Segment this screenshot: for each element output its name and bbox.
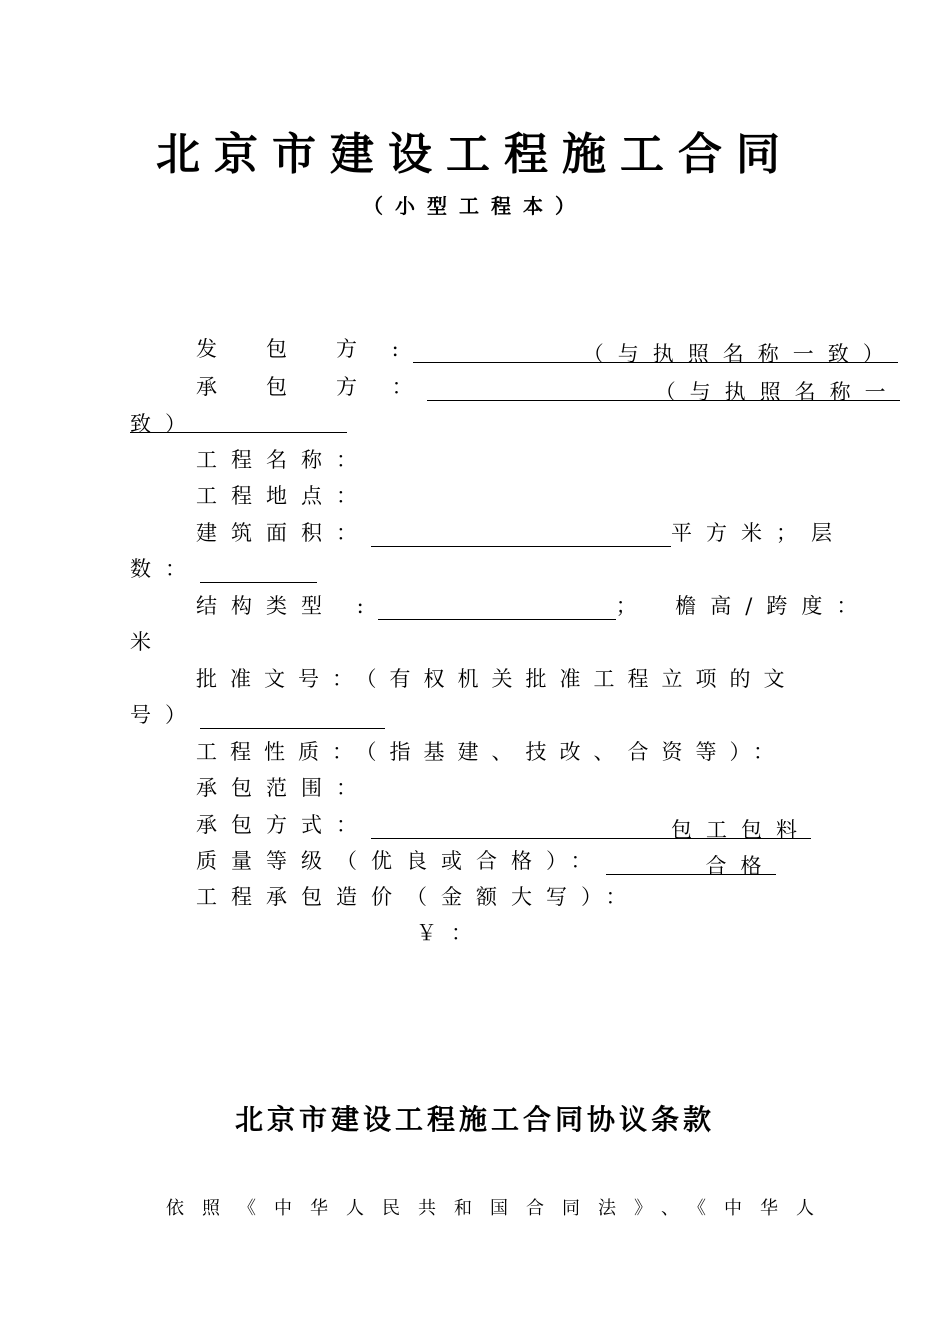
area-unit: 平方米；层 (671, 521, 846, 545)
floors-label: 数： (130, 557, 200, 581)
employer-blank[interactable] (413, 338, 583, 363)
approval-line-cont (130, 699, 385, 729)
project-site-label: 工程地点： (196, 484, 371, 508)
employer-label: 发 包 方 : (196, 337, 413, 361)
project-name-label: 工程名称： (196, 448, 371, 472)
scope-label: 承包范围： (196, 776, 371, 800)
contractor-blank[interactable] (427, 376, 655, 401)
area-label: 建筑面积： (196, 521, 371, 545)
mode-blank[interactable] (371, 814, 671, 839)
floors-blank[interactable] (200, 558, 317, 583)
contractor-line-cont (130, 408, 347, 436)
project-site-line (196, 480, 371, 510)
quality-blank[interactable] (606, 850, 706, 875)
paragraph-start: 依照《中华人民共和国合同法》、《中华人 (166, 1198, 832, 1219)
structure-blank[interactable] (378, 595, 616, 620)
approval-blank[interactable] (200, 704, 385, 729)
floors-line (130, 553, 317, 583)
quality-line (196, 845, 776, 878)
price-symbol-line (416, 917, 486, 947)
nature-line (196, 736, 787, 766)
structure-label: 结构类型 : (196, 594, 378, 618)
employer-note: （与执照名称一致） (583, 338, 898, 363)
approval-line (196, 663, 798, 693)
quality-label: 质量等级（优良或合格）： (196, 849, 606, 873)
approval-label-end: 号） (130, 703, 200, 727)
document-title: 北京市建设工程施工合同 (156, 129, 794, 180)
price-line (196, 881, 641, 911)
mode-label: 承包方式： (196, 813, 371, 837)
area-line (196, 517, 846, 547)
employer-line (196, 333, 898, 366)
scope-line (196, 772, 371, 802)
area-blank[interactable] (371, 522, 671, 547)
price-label: 工程承包造价（金额大写）： (196, 885, 641, 909)
price-symbol: ￥： (416, 921, 486, 945)
contractor-line (196, 371, 900, 404)
quality-value: 合格 (706, 850, 776, 875)
mode-value: 包工包料 (671, 814, 811, 839)
eave-unit-line (130, 626, 165, 656)
structure-line (196, 590, 871, 620)
mode-line (196, 809, 811, 842)
eave-label: ； 檐高/跨度： (615, 594, 872, 618)
contractor-note-end: 致） (130, 408, 347, 433)
nature-label: 工程性质：（指基建、技改、合资等）： (196, 740, 787, 764)
approval-label: 批准文号：（有权机关批准工程立项的文 (196, 667, 798, 691)
project-name-line (196, 444, 371, 474)
contractor-label: 承 包 方 ： (196, 375, 427, 399)
section-title: 北京市建设工程施工合同协议条款 (234, 1103, 715, 1136)
eave-unit: 米 (130, 630, 165, 654)
document-subtitle: （小型工程本） (363, 194, 587, 218)
contractor-note: （与执照名称一 (655, 376, 900, 401)
